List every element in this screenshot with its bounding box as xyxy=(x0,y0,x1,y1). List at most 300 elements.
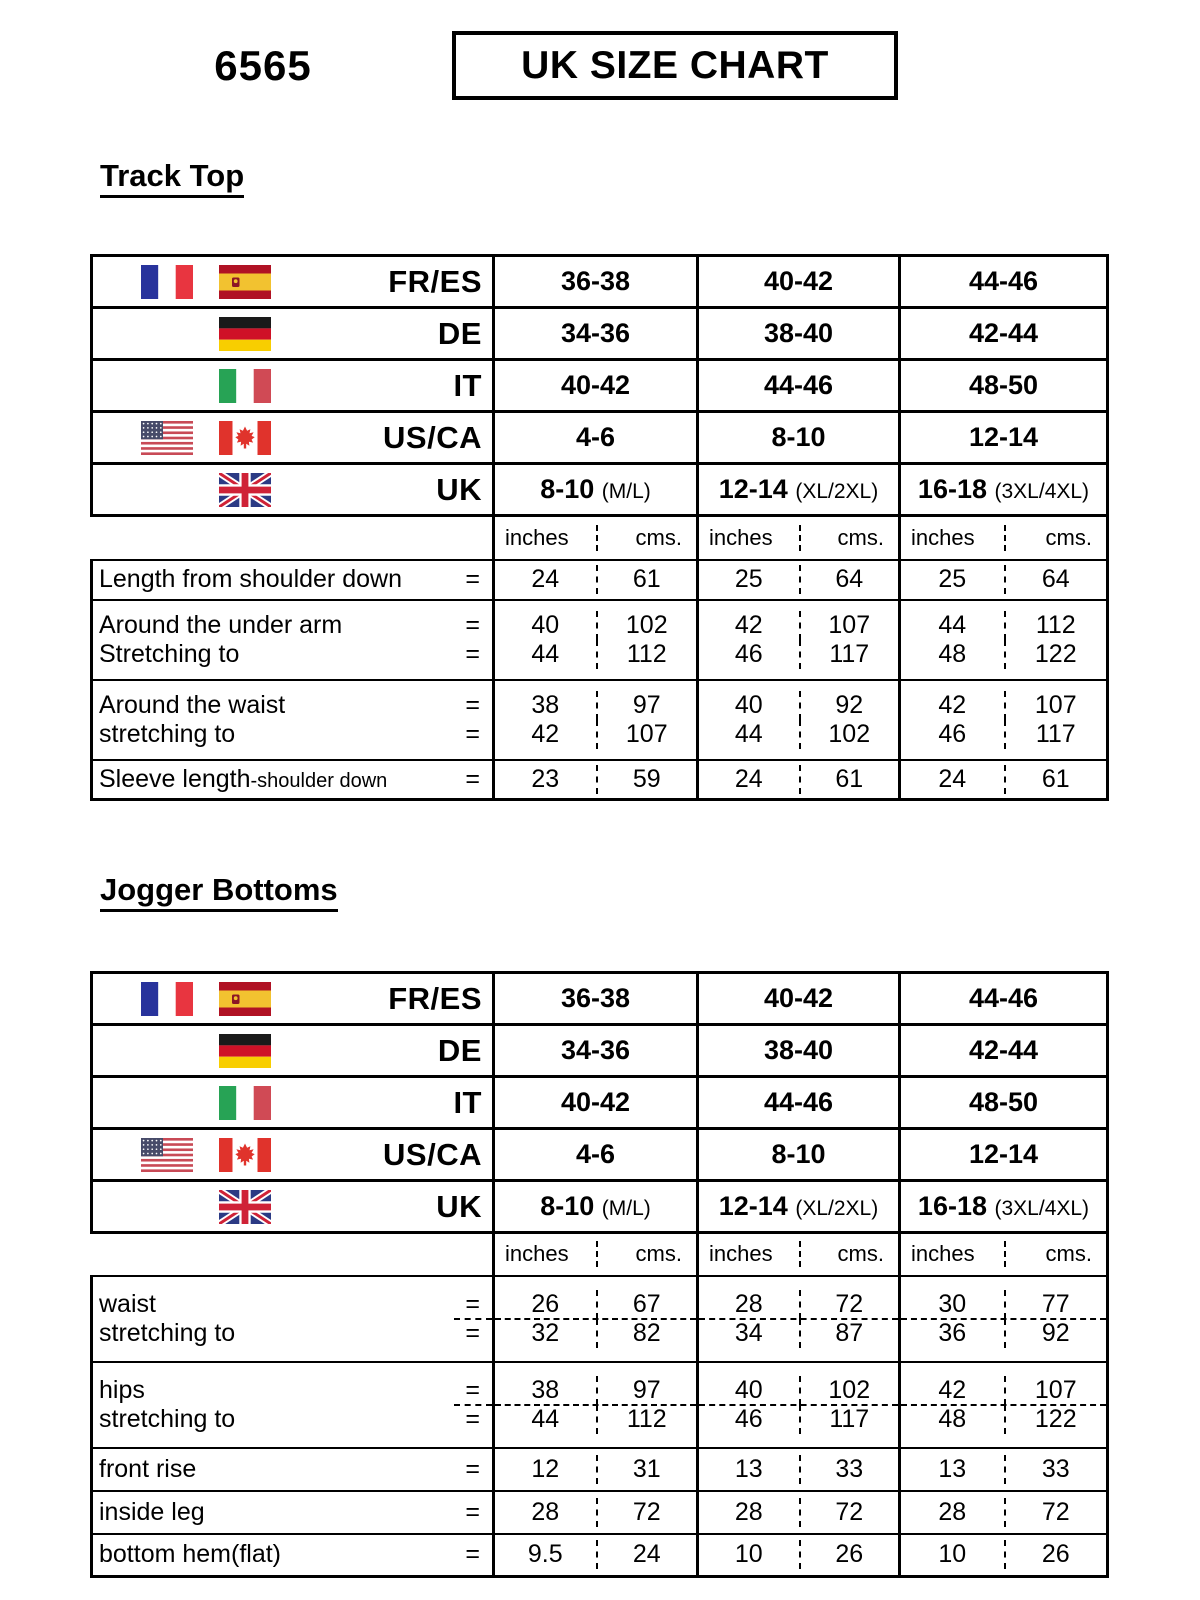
inches-value: 26 xyxy=(531,1289,560,1318)
spain-flag-icon xyxy=(219,982,271,1016)
cms-value: 117 xyxy=(1004,720,1107,749)
uk-flag-icon xyxy=(219,473,271,507)
cms-value: 87 xyxy=(799,1319,899,1348)
size-value: 12-14 xyxy=(718,474,788,504)
measure-value-cell xyxy=(698,760,900,800)
inches-value: 32 xyxy=(531,1318,560,1347)
measure-label-cell xyxy=(92,1362,494,1448)
measure-group-row xyxy=(92,560,1108,600)
dashed-divider xyxy=(454,1318,492,1320)
dashed-divider xyxy=(495,1318,696,1320)
measure-group-row xyxy=(92,760,1108,800)
equals-sign: = xyxy=(465,1454,480,1483)
measure-label-row xyxy=(93,765,492,794)
measure-value-cell xyxy=(698,680,900,760)
size-table xyxy=(90,971,1109,1578)
measure-value-cell xyxy=(900,1534,1108,1577)
flag-row xyxy=(93,472,492,508)
unit-label-inches: inches xyxy=(505,1241,569,1267)
size-cell xyxy=(900,308,1108,360)
equals-sign: = xyxy=(465,610,480,639)
inches-value: 40 xyxy=(531,610,560,639)
usa-flag-icon xyxy=(141,421,193,455)
unit-label-cms: cms. xyxy=(799,1241,899,1267)
measure-label: Stretching to xyxy=(99,639,240,668)
measure-group-row xyxy=(92,1362,1108,1448)
measure-value-cell xyxy=(494,1534,698,1577)
section-heading: Track Top xyxy=(100,158,244,198)
flag-slot-empty xyxy=(141,1034,193,1068)
units-row-empty-cell xyxy=(92,1233,494,1276)
italy-flag-icon xyxy=(219,369,271,403)
unit-label-cms: cms. xyxy=(596,1241,697,1267)
dashed-divider xyxy=(901,1404,1106,1406)
size-row xyxy=(92,1077,1108,1129)
inches-value: 23 xyxy=(531,764,560,793)
inches-value: 38 xyxy=(531,690,560,719)
measure-value-cell xyxy=(494,600,698,680)
inches-value: 42 xyxy=(938,690,967,719)
size-value: 44-46 xyxy=(763,370,834,400)
size-cell xyxy=(698,360,900,412)
measure-label: Length from shoulder down xyxy=(99,565,402,593)
jogger-bottoms-section-heading-wrap xyxy=(100,872,338,912)
cms-value: 72 xyxy=(1004,1498,1107,1527)
size-cell xyxy=(494,412,698,464)
size-value: 16-18 xyxy=(917,1191,987,1221)
germany-flag-icon xyxy=(219,317,271,351)
cms-value: 72 xyxy=(596,1498,697,1527)
cms-value: 102 xyxy=(799,1376,899,1405)
cms-value: 122 xyxy=(1004,640,1107,669)
measure-label-row xyxy=(93,1405,492,1434)
measure-label-cell xyxy=(92,1534,494,1577)
cms-value: 102 xyxy=(799,720,899,749)
size-value: 8-10 xyxy=(540,1191,595,1221)
size-value: 42-44 xyxy=(968,318,1039,348)
flag-row xyxy=(93,264,492,300)
size-cell xyxy=(900,973,1108,1025)
size-value: 34-36 xyxy=(560,1035,631,1065)
equals-sign: = xyxy=(465,1375,480,1404)
size-row-label-cell xyxy=(92,412,494,464)
inches-value: 10 xyxy=(734,1540,763,1569)
inches-value: 48 xyxy=(938,1404,967,1433)
track-top-section-heading-wrap xyxy=(100,158,244,198)
measure-value-cell xyxy=(698,560,900,600)
canada-flag-icon xyxy=(219,421,271,455)
units-cell xyxy=(698,516,900,560)
country-code-label: IT xyxy=(453,367,482,403)
uk-flag-icon xyxy=(219,1190,271,1224)
cms-value: 122 xyxy=(1004,1405,1107,1434)
measure-label-row xyxy=(93,640,492,669)
cms-value: 97 xyxy=(596,1376,697,1405)
measure-value-cell xyxy=(698,600,900,680)
inches-value: 34 xyxy=(734,1318,763,1347)
cms-value: 61 xyxy=(799,765,899,794)
cms-value: 72 xyxy=(799,1498,899,1527)
size-value: 42-44 xyxy=(968,1035,1039,1065)
france-flag-icon xyxy=(141,982,193,1016)
italy-flag-icon xyxy=(219,1086,271,1120)
measure-label: bottom hem(flat) xyxy=(99,1540,282,1569)
measure-value-cell xyxy=(494,1276,698,1362)
inches-value: 28 xyxy=(938,1497,967,1526)
inches-value: 44 xyxy=(531,1404,560,1433)
equals-sign: = xyxy=(465,1404,480,1433)
unit-label-cms: cms. xyxy=(1004,525,1107,551)
section-heading: Jogger Bottoms xyxy=(100,872,338,912)
country-code-label: DE xyxy=(437,315,482,351)
inches-value: 28 xyxy=(734,1289,763,1318)
size-cell xyxy=(494,464,698,516)
size-note: (M/L) xyxy=(601,1197,651,1220)
measure-value-cell xyxy=(900,560,1108,600)
flag-row xyxy=(93,1189,492,1225)
size-row xyxy=(92,256,1108,308)
cms-value: 59 xyxy=(596,765,697,794)
cms-value: 97 xyxy=(596,691,697,720)
measure-label: stretching to xyxy=(99,1404,236,1433)
equals-sign: = xyxy=(465,764,480,793)
size-value: 4-6 xyxy=(575,422,616,452)
size-value: 44-46 xyxy=(968,983,1039,1013)
size-value: 38-40 xyxy=(763,1035,834,1065)
size-cell xyxy=(900,1077,1108,1129)
size-cell xyxy=(900,464,1108,516)
dashed-divider xyxy=(699,1318,898,1320)
size-cell xyxy=(494,308,698,360)
size-row-label-cell xyxy=(92,360,494,412)
cms-value: 77 xyxy=(1004,1290,1107,1319)
measure-label-row xyxy=(93,1376,492,1405)
inches-value: 10 xyxy=(938,1540,967,1569)
cms-value: 112 xyxy=(1004,611,1107,640)
inches-value: 25 xyxy=(938,565,967,593)
units-row xyxy=(92,1233,1108,1276)
cms-value: 82 xyxy=(596,1319,697,1348)
flag-row xyxy=(93,368,492,404)
inches-value: 40 xyxy=(734,690,763,719)
size-cell xyxy=(494,1025,698,1077)
unit-label-inches: inches xyxy=(911,1241,975,1267)
measure-group-row xyxy=(92,600,1108,680)
size-row xyxy=(92,1129,1108,1181)
size-row xyxy=(92,973,1108,1025)
inches-value: 42 xyxy=(531,719,560,748)
inches-value: 24 xyxy=(938,764,967,793)
inches-value: 30 xyxy=(938,1289,967,1318)
size-note: (3XL/4XL) xyxy=(994,480,1090,503)
flag-row xyxy=(93,316,492,352)
cms-value: 102 xyxy=(596,611,697,640)
flag-slot-empty xyxy=(141,473,193,507)
size-row xyxy=(92,412,1108,464)
size-value: 8-10 xyxy=(771,422,826,452)
equals-sign: = xyxy=(465,1540,480,1569)
cms-value: 61 xyxy=(596,565,697,594)
size-value: 34-36 xyxy=(560,318,631,348)
size-row xyxy=(92,1025,1108,1077)
country-code-label: US/CA xyxy=(383,1136,482,1172)
measure-label-cell xyxy=(92,600,494,680)
size-value: 36-38 xyxy=(560,266,631,296)
size-cell xyxy=(698,412,900,464)
cms-value: 26 xyxy=(799,1540,899,1569)
inches-value: 42 xyxy=(734,610,763,639)
unit-label-cms: cms. xyxy=(596,525,697,551)
measure-label: stretching to xyxy=(99,1318,236,1347)
dashed-divider xyxy=(901,1318,1106,1320)
inches-value: 44 xyxy=(734,719,763,748)
size-cell xyxy=(494,1129,698,1181)
measure-label: stretching to xyxy=(99,719,236,748)
measure-label-row xyxy=(93,565,492,594)
flag-slot-empty xyxy=(141,1086,193,1120)
equals-sign: = xyxy=(465,639,480,668)
size-cell xyxy=(494,973,698,1025)
inches-value: 24 xyxy=(531,565,560,593)
measure-label: waist xyxy=(99,1289,156,1318)
unit-label-inches: inches xyxy=(709,1241,773,1267)
size-value: 38-40 xyxy=(763,318,834,348)
measure-group-row xyxy=(92,1448,1108,1491)
measure-value-cell xyxy=(494,680,698,760)
size-cell xyxy=(494,1077,698,1129)
units-row-empty-cell xyxy=(92,516,494,560)
measure-label: Sleeve length-shoulder down xyxy=(99,764,388,793)
size-row-label-cell xyxy=(92,464,494,516)
product-code: 6565 xyxy=(214,42,312,89)
cms-value: 67 xyxy=(596,1290,697,1319)
cms-value: 107 xyxy=(1004,691,1107,720)
cms-value: 24 xyxy=(596,1540,697,1569)
inches-value: 13 xyxy=(734,1454,763,1483)
measure-label-row xyxy=(93,1290,492,1319)
size-value: 12-14 xyxy=(968,422,1039,452)
size-cell xyxy=(698,1181,900,1233)
size-cell xyxy=(900,256,1108,308)
flag-slot-empty xyxy=(141,369,193,403)
size-cell xyxy=(494,1181,698,1233)
size-table xyxy=(90,254,1109,801)
unit-label-cms: cms. xyxy=(1004,1241,1107,1267)
measure-label: hips xyxy=(99,1375,145,1404)
flag-row xyxy=(93,1033,492,1069)
equals-sign: = xyxy=(465,1497,480,1526)
size-value: 40-42 xyxy=(560,1087,631,1117)
page-title: UK SIZE CHART xyxy=(521,43,829,87)
measure-label-suffix: -shoulder down xyxy=(250,769,388,792)
measure-value-cell xyxy=(900,1448,1108,1491)
flag-slot-empty xyxy=(141,317,193,351)
cms-value: 117 xyxy=(799,640,899,669)
measure-label: Around the under arm xyxy=(99,610,343,639)
size-note: (3XL/4XL) xyxy=(994,1197,1090,1220)
jogger-bottoms-table-wrap xyxy=(90,971,1109,1578)
usa-flag-icon xyxy=(141,1138,193,1172)
dashed-divider xyxy=(699,1404,898,1406)
unit-label-inches: inches xyxy=(709,524,773,550)
size-cell xyxy=(698,1025,900,1077)
country-code-label: US/CA xyxy=(383,419,482,455)
dashed-divider xyxy=(454,1404,492,1406)
size-row-label-cell xyxy=(92,1025,494,1077)
measure-group-row xyxy=(92,1534,1108,1577)
size-value: 16-18 xyxy=(917,474,987,504)
measure-group-row xyxy=(92,1491,1108,1534)
size-cell xyxy=(900,360,1108,412)
size-value: 36-38 xyxy=(560,983,631,1013)
cms-value: 92 xyxy=(799,691,899,720)
size-value: 12-14 xyxy=(718,1191,788,1221)
measure-value-cell xyxy=(698,1491,900,1534)
cms-value: 26 xyxy=(1004,1540,1107,1569)
size-value: 48-50 xyxy=(968,370,1039,400)
size-value: 8-10 xyxy=(771,1139,826,1169)
measure-value-cell xyxy=(900,1362,1108,1448)
inches-value: 48 xyxy=(938,639,967,668)
inches-value: 9.5 xyxy=(527,1540,563,1569)
inches-value: 25 xyxy=(734,565,763,593)
cms-value: 112 xyxy=(596,1405,697,1434)
measure-value-cell xyxy=(494,1448,698,1491)
inches-value: 44 xyxy=(938,610,967,639)
inches-value: 28 xyxy=(734,1497,763,1526)
measure-group-row xyxy=(92,1276,1108,1362)
equals-sign: = xyxy=(465,690,480,719)
size-cell xyxy=(900,1025,1108,1077)
size-note: (XL/2XL) xyxy=(795,480,879,503)
size-cell xyxy=(698,973,900,1025)
measure-value-cell xyxy=(494,1491,698,1534)
measure-value-cell xyxy=(698,1534,900,1577)
cms-value: 107 xyxy=(596,720,697,749)
measure-label-cell xyxy=(92,1448,494,1491)
measure-label: Around the waist xyxy=(99,690,286,719)
measure-value-cell xyxy=(900,1491,1108,1534)
size-row xyxy=(92,360,1108,412)
inches-value: 36 xyxy=(938,1318,967,1347)
cms-value: 107 xyxy=(1004,1376,1107,1405)
measure-label-row xyxy=(93,1498,492,1527)
cms-value: 107 xyxy=(799,611,899,640)
measure-value-cell xyxy=(698,1362,900,1448)
measure-label-row xyxy=(93,691,492,720)
measure-label: front rise xyxy=(99,1454,197,1483)
inches-value: 38 xyxy=(531,1375,560,1404)
spain-flag-icon xyxy=(219,265,271,299)
germany-flag-icon xyxy=(219,1034,271,1068)
canada-flag-icon xyxy=(219,1138,271,1172)
measure-label-cell xyxy=(92,1491,494,1534)
country-code-label: IT xyxy=(453,1084,482,1120)
dashed-divider xyxy=(495,1404,696,1406)
size-row xyxy=(92,1181,1108,1233)
size-value: 40-42 xyxy=(763,266,834,296)
units-cell xyxy=(494,1233,698,1276)
equals-sign: = xyxy=(465,719,480,748)
units-cell xyxy=(900,516,1108,560)
size-row-label-cell xyxy=(92,1129,494,1181)
measure-value-cell xyxy=(900,600,1108,680)
measure-label-cell xyxy=(92,680,494,760)
inches-value: 42 xyxy=(938,1375,967,1404)
measure-label-row xyxy=(93,1455,492,1484)
inches-value: 28 xyxy=(531,1497,560,1526)
measure-label: inside leg xyxy=(99,1497,205,1526)
flag-slot-empty xyxy=(141,1190,193,1224)
size-value: 12-14 xyxy=(968,1139,1039,1169)
inches-value: 46 xyxy=(938,719,967,748)
size-cell xyxy=(900,1181,1108,1233)
france-flag-icon xyxy=(141,265,193,299)
country-code-label: UK xyxy=(436,1188,482,1224)
size-cell xyxy=(698,256,900,308)
measure-label-row xyxy=(93,1319,492,1348)
measure-value-cell xyxy=(698,1276,900,1362)
measure-value-cell xyxy=(494,560,698,600)
cms-value: 117 xyxy=(799,1405,899,1434)
measure-value-cell xyxy=(900,760,1108,800)
equals-sign: = xyxy=(465,1289,480,1318)
unit-label-inches: inches xyxy=(505,524,569,550)
size-value: 4-6 xyxy=(575,1139,616,1169)
size-cell xyxy=(698,1129,900,1181)
track-top-table-wrap xyxy=(90,254,1109,801)
size-row-label-cell xyxy=(92,973,494,1025)
cms-value: 31 xyxy=(596,1455,697,1484)
size-cell xyxy=(698,1077,900,1129)
cms-value: 64 xyxy=(799,565,899,594)
country-code-label: FR/ES xyxy=(388,263,482,299)
country-code-label: FR/ES xyxy=(388,980,482,1016)
measure-value-cell xyxy=(900,1276,1108,1362)
size-row-label-cell xyxy=(92,1181,494,1233)
title-box xyxy=(452,31,898,100)
size-value: 44-46 xyxy=(968,266,1039,296)
measure-label-cell xyxy=(92,760,494,800)
size-value: 8-10 xyxy=(540,474,595,504)
measure-value-cell xyxy=(494,1362,698,1448)
size-cell xyxy=(698,308,900,360)
country-code-label: DE xyxy=(437,1032,482,1068)
flag-row xyxy=(93,1137,492,1173)
size-note: (XL/2XL) xyxy=(795,1197,879,1220)
inches-value: 40 xyxy=(734,1375,763,1404)
unit-label-inches: inches xyxy=(911,524,975,550)
cms-value: 61 xyxy=(1004,765,1107,794)
measure-label-row xyxy=(93,611,492,640)
size-row-label-cell xyxy=(92,308,494,360)
cms-value: 33 xyxy=(1004,1455,1107,1484)
unit-label-cms: cms. xyxy=(799,525,899,551)
units-cell xyxy=(900,1233,1108,1276)
measure-value-cell xyxy=(494,760,698,800)
size-row xyxy=(92,308,1108,360)
measure-value-cell xyxy=(698,1448,900,1491)
flag-row xyxy=(93,420,492,456)
size-cell xyxy=(900,1129,1108,1181)
flag-row xyxy=(93,1085,492,1121)
size-row-label-cell xyxy=(92,1077,494,1129)
units-cell xyxy=(698,1233,900,1276)
size-cell xyxy=(494,360,698,412)
size-value: 40-42 xyxy=(560,370,631,400)
inches-value: 12 xyxy=(531,1454,560,1483)
size-value: 44-46 xyxy=(763,1087,834,1117)
